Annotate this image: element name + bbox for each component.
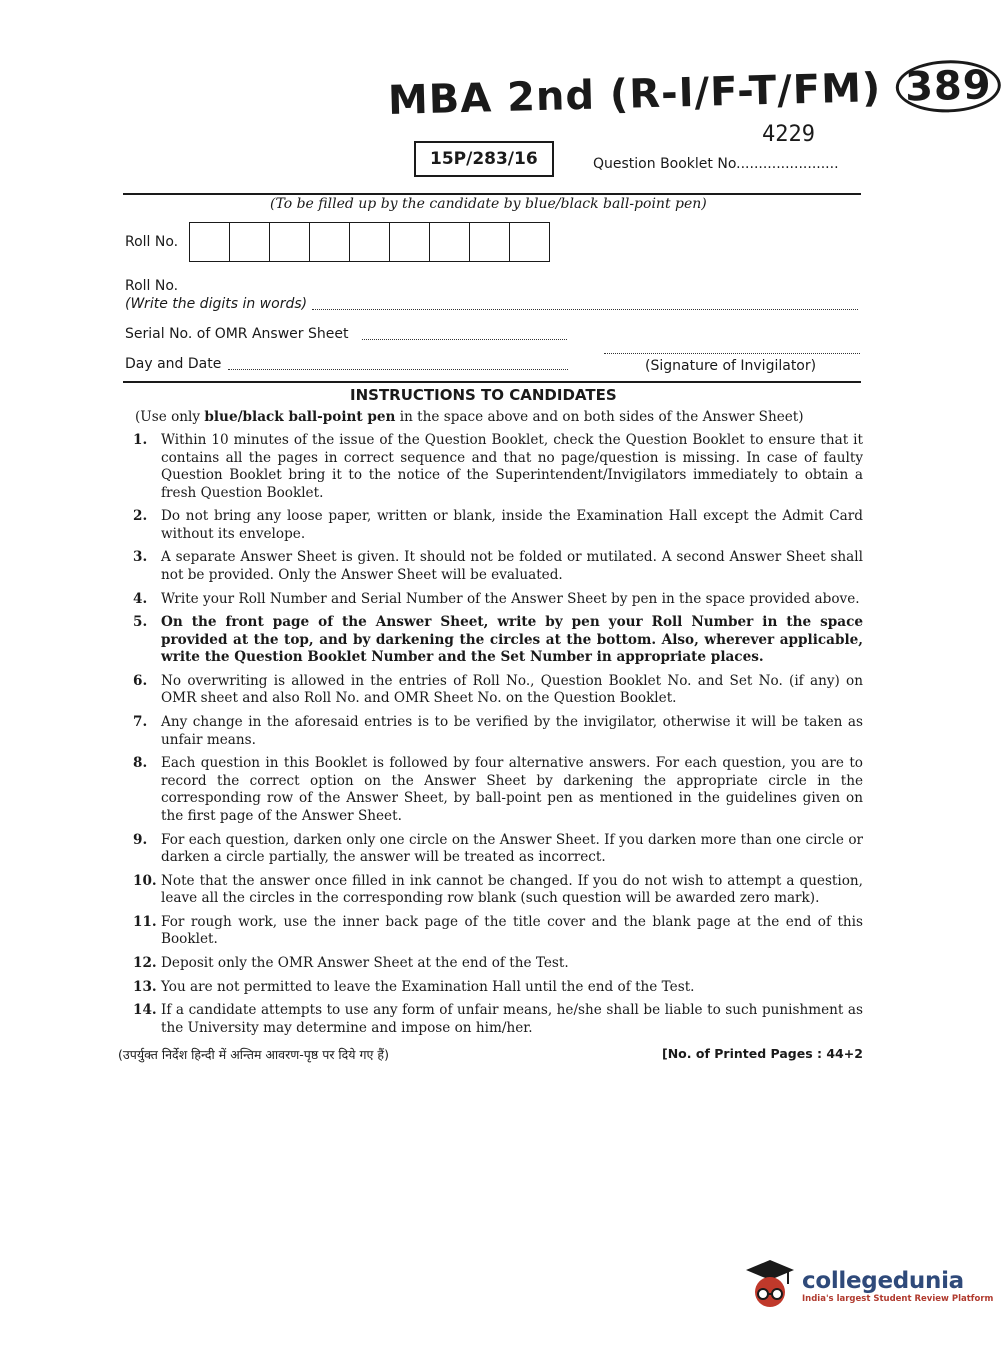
instruction-item [123, 914, 863, 949]
printed-pages: [No. of Printed Pages : 44+2 [662, 1046, 863, 1061]
instruction-text: No overwriting is allowed in the entries of Roll No., Question Booklet No. and Set No. (if any) on OMR sheet and also Roll No. and OMR Sheet No. on the Question Booklet. [161, 672, 863, 707]
handwritten-paper-code: MBA 2nd (R-I/F-T/FM) 389 [387, 62, 1001, 124]
instruction-text: For rough work, use the inner back page of the title cover and the blank page at the end of this Booklet. [161, 913, 863, 948]
instruction-number: 2. [133, 508, 148, 525]
instruction-number: 5. [133, 614, 148, 631]
instruction-number: 11. [133, 913, 157, 930]
instructions-subtitle [135, 409, 804, 425]
day-date-label: Day and Date [125, 356, 222, 372]
collegedunia-watermark [742, 1258, 993, 1314]
roll-digit-box[interactable] [350, 223, 390, 261]
brand-name: collegedunia [802, 1268, 964, 1294]
instruction-item [123, 714, 863, 749]
roll-no-words-line[interactable] [312, 309, 858, 310]
signature-label: (Signature of Invigilator) [645, 358, 817, 374]
instruction-text: Write your Roll Number and Serial Number of the Answer Sheet by pen in the space provided above. [161, 590, 860, 607]
instruction-item [123, 873, 863, 908]
booklet-number-dots: ...................... [740, 156, 839, 172]
instruction-item [123, 979, 863, 997]
top-divider [123, 193, 861, 195]
roll-digit-box[interactable] [270, 223, 310, 261]
instruction-item [123, 832, 863, 867]
instruction-item [123, 508, 863, 543]
booklet-number-label: Question Booklet No. [593, 156, 741, 172]
roll-digit-box[interactable] [470, 223, 510, 261]
roll-no-words-label: Roll No. [125, 278, 179, 294]
instruction-number: 7. [133, 714, 148, 731]
instruction-number: 9. [133, 831, 148, 848]
instruction-item [123, 673, 863, 708]
roll-digit-box[interactable] [510, 223, 549, 261]
instruction-text: Note that the answer once filled in ink cannot be changed. If you do not wish to attempt a question, leave all the circles in the corresponding row blank (such question will be awarded zero mark). [161, 872, 863, 907]
instruction-item [123, 432, 863, 502]
instruction-text: Within 10 minutes of the issue of the Question Booklet, check the Question Booklet to ensure that it contains all the pages in correct sequence and that no page/question is missing. In case of faulty Question Booklet bring it to the notice of the Superintendent/Invigilators immediately to obtain a fresh Question Booklet. [161, 432, 863, 501]
mascot-icon [742, 1258, 798, 1314]
hindi-note: (उपर्युक्त निर्देश हिन्दी में अन्तिम आवरण-पृष्ठ पर दिये गए हैं) [118, 1047, 389, 1062]
roll-no-grid[interactable] [189, 222, 550, 262]
roll-no-words-sublabel: (Write the digits in words) [125, 296, 308, 312]
instruction-item [123, 614, 863, 667]
instruction-text: You are not permitted to leave the Examination Hall until the end of the Test. [161, 978, 695, 995]
instruction-number: 3. [133, 549, 148, 566]
instruction-text: If a candidate attempts to use any form of unfair means, he/she shall be liable to such punishment as the University may determine and impose on him/her. [161, 1002, 863, 1036]
instruction-item [123, 755, 863, 825]
instruction-text: A separate Answer Sheet is given. It should not be folded or mutilated. A second Answer Sheet shall not be provided. Only the Answer Sheet will be evaluated. [161, 549, 863, 583]
instruction-item [123, 591, 863, 609]
roll-no-label: Roll No. [125, 234, 179, 250]
booklet-number-field [593, 156, 839, 172]
signature-line[interactable] [604, 353, 860, 354]
instruction-item [123, 955, 863, 973]
fill-note: (To be filled up by the candidate by blue/black ball-point pen) [270, 196, 707, 212]
handwritten-circled-number: 389 [895, 59, 1001, 114]
instruction-number: 10. [133, 872, 157, 889]
instruction-number: 14. [133, 1002, 157, 1019]
instruction-text: Each question in this Booklet is followed by four alternative answers. For each question, you are to record the correct option on the Answer Sheet by darkening the appropriate circle in the corresponding row of the Answer Sheet, by ball-point pen as mentioned in the guidelines given on the first page of the Answer Sheet. [161, 755, 863, 824]
instruction-item [123, 1002, 863, 1037]
instruction-text: For each question, darken only one circle on the Answer Sheet. If you darken more than one circle or darken a circle partially, the answer will be treated as incorrect. [161, 831, 863, 865]
instructions-list [123, 432, 863, 1044]
subtitle-pre: (Use only [135, 409, 205, 425]
brand-tagline: India's largest Student Review Platform [802, 1294, 994, 1304]
roll-digit-box[interactable] [430, 223, 470, 261]
roll-digit-box[interactable] [310, 223, 350, 261]
instruction-number: 6. [133, 672, 148, 689]
instruction-number: 4. [133, 590, 148, 607]
instruction-text: Any change in the aforesaid entries is to be verified by the invigilator, otherwise it will be taken as unfair means. [161, 714, 863, 748]
roll-digit-box[interactable] [190, 223, 230, 261]
instruction-item [123, 549, 863, 584]
instruction-number: 1. [133, 432, 148, 448]
day-date-line[interactable] [228, 369, 568, 370]
instruction-text: On the front page of the Answer Sheet, write by pen your Roll Number in the space provided at the top, and by darkening the circles at the bottom. Also, wherever applicable, write the Question Booklet Number and the Set Number in appropriate places. [161, 614, 863, 666]
instructions-title: INSTRUCTIONS TO CANDIDATES [350, 386, 617, 404]
instruction-text: Do not bring any loose paper, written or blank, inside the Examination Hall except the Admit Card without its envelope. [161, 508, 863, 542]
paper-code-box: 15P/283/16 [414, 141, 554, 177]
instruction-text: Deposit only the OMR Answer Sheet at the end of the Test. [161, 955, 569, 972]
instruction-number: 8. [133, 755, 148, 772]
roll-digit-box[interactable] [390, 223, 430, 261]
mid-divider [123, 381, 861, 383]
subtitle-bold: blue/black ball-point pen [204, 409, 396, 425]
handwritten-booklet-number: 4229 [762, 122, 815, 147]
serial-no-line[interactable] [362, 339, 567, 340]
serial-no-label: Serial No. of OMR Answer Sheet [125, 326, 349, 342]
instruction-number: 12. [133, 955, 157, 972]
subtitle-post: in the space above and on both sides of the Answer Sheet) [395, 409, 804, 425]
instruction-number: 13. [133, 978, 157, 995]
roll-digit-box[interactable] [230, 223, 270, 261]
